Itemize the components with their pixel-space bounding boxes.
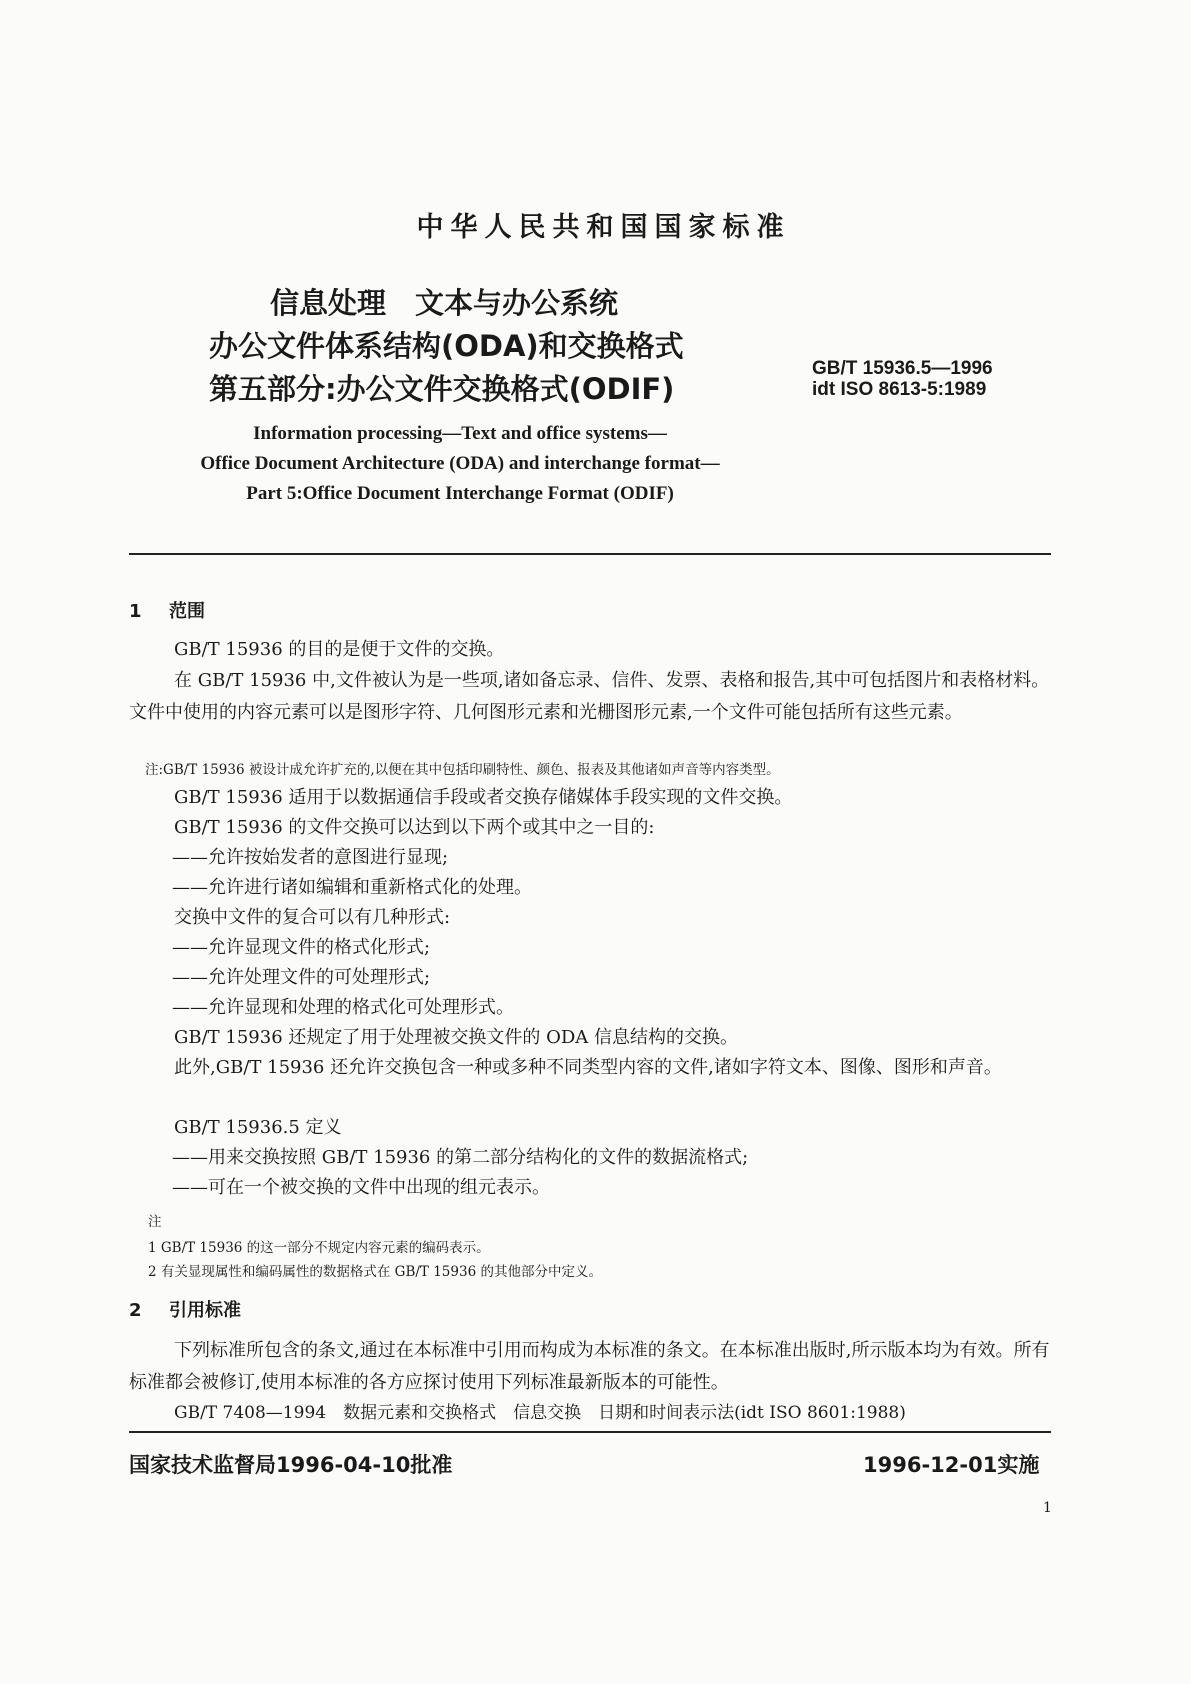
- paragraph: GB/T 15936 适用于以数据通信手段或者交换存储媒体手段实现的文件交换。: [174, 787, 793, 808]
- standard-number: GB/T 15936.5—1996: [812, 358, 993, 379]
- section-2-heading: [129, 1296, 241, 1322]
- paragraph: 此外,GB/T 15936 还允许交换包含一种或多种不同类型内容的文件,诸如字符文本、图像、图形和声音。: [174, 1057, 1002, 1078]
- title-en-line3: Part 5:Office Document Interchange Format (ODIF): [246, 483, 674, 504]
- list-item: ——允许进行诸如编辑和重新格式化的处理。: [172, 877, 532, 898]
- paragraph: GB/T 15936 还规定了用于处理被交换文件的 ODA 信息结构的交换。: [174, 1027, 739, 1048]
- implementation-date: 1996-12-01实施: [863, 1453, 1040, 1477]
- page-number: 1: [1043, 1500, 1052, 1516]
- title-cn-line2: 办公文件体系结构(ODA)和交换格式: [209, 329, 684, 363]
- note: 2 有关显现属性和编码属性的数据格式在 GB/T 15936 的其他部分中定义。: [148, 1264, 602, 1280]
- title-cn-line3: 第五部分:办公文件交换格式(ODIF): [209, 372, 675, 406]
- reference-item: GB/T 7408—1994 数据元素和交换格式 信息交换 日期和时间表示法(idt ISO 8601:1988): [174, 1403, 906, 1423]
- title-cn-line1: 信息处理 文本与办公系统: [270, 286, 619, 320]
- approval-date: 国家技术监督局1996-04-10批准: [129, 1453, 453, 1477]
- paragraph: 下列标准所包含的条文,通过在本标准中引用而构成为本标准的条文。在本标准出版时,所示版本均为有效。所有标准都会被修订,使用本标准的各方应探讨使用下列标准最新版本的可能性。: [129, 1340, 1050, 1393]
- paragraph: 在 GB/T 15936 中,文件被认为是一些项,诸如备忘录、信件、发票、表格和报告,其中可包括图片和表格材料。文件中使用的内容元素可以是图形字符、几何图形元素和光栅图形元素,一个文件可能包括所有这些元素。: [129, 670, 1050, 723]
- section-1-heading: [129, 597, 205, 623]
- footer-divider: [129, 1431, 1051, 1433]
- section-number: 1: [129, 601, 142, 622]
- list-item: ——允许处理文件的可处理形式;: [172, 967, 431, 988]
- title-en-line2: Office Document Architecture (ODA) and interchange format—: [200, 453, 720, 474]
- list-item: ——可在一个被交换的文件中出现的组元表示。: [172, 1177, 550, 1198]
- paragraph: 交换中文件的复合可以有几种形式:: [174, 907, 451, 928]
- note: 1 GB/T 15936 的这一部分不规定内容元素的编码表示。: [148, 1240, 490, 1256]
- national-standard-header: 中华人民共和国国家标准: [416, 212, 791, 243]
- list-item: ——允许按始发者的意图进行显现;: [172, 847, 449, 868]
- list-item: ——允许显现文件的格式化形式;: [172, 937, 431, 958]
- list-item: ——允许显现和处理的格式化可处理形式。: [172, 997, 514, 1018]
- section-title: 引用标准: [169, 1300, 241, 1321]
- paragraph: GB/T 15936 的文件交换可以达到以下两个或其中之一目的:: [174, 817, 655, 838]
- title-en-line1: Information processing—Text and office systems—: [253, 423, 667, 444]
- paragraph: GB/T 15936.5 定义: [174, 1117, 342, 1138]
- notes-label: 注: [148, 1214, 162, 1230]
- paragraph: GB/T 15936 的目的是便于文件的交换。: [174, 639, 505, 660]
- idt-reference: idt ISO 8613-5:1989: [812, 379, 987, 400]
- list-item: ——用来交换按照 GB/T 15936 的第二部分结构化的文件的数据流格式;: [172, 1147, 749, 1168]
- section-title: 范围: [169, 601, 205, 622]
- note: 注:GB/T 15936 被设计成允许扩充的,以便在其中包括印刷特性、颜色、报表及其他诸如声音等内容类型。: [145, 762, 780, 778]
- title-divider: [129, 553, 1051, 555]
- section-number: 2: [129, 1300, 142, 1321]
